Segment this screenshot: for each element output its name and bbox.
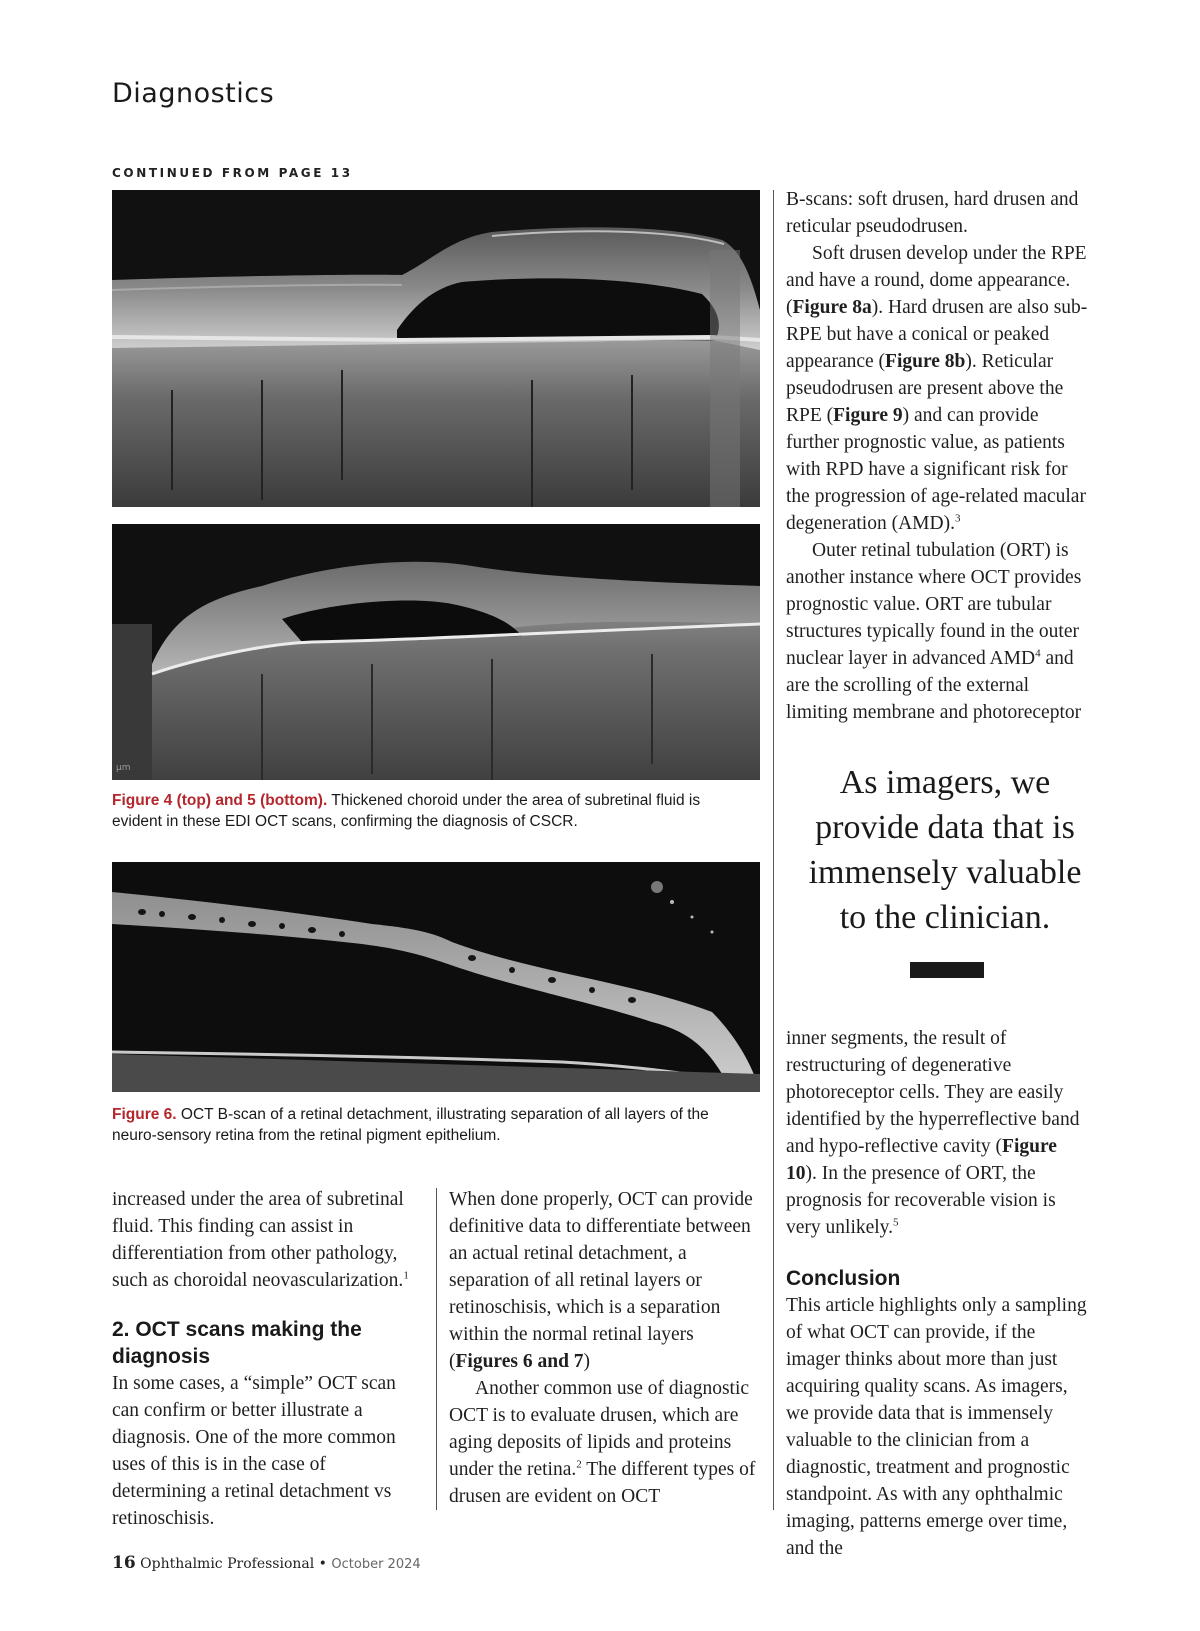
pull-quote-bar — [910, 962, 984, 978]
body-text: When done properly, OCT can provide definitive data to differentiate between an actual retinal detachment, a separation of all retinal layers or retinoschisis, which is a separation within the normal retinal layers ( — [449, 1189, 753, 1372]
section-heading: 2. OCT scans making the diagnosis — [112, 1318, 362, 1368]
body-text: ) — [583, 1351, 591, 1372]
body-column-3-top — [786, 186, 1092, 726]
figure-reference: Figure 9 — [833, 405, 903, 426]
page-number: 16 — [112, 1553, 136, 1573]
body-column-3-bottom — [786, 1025, 1092, 1562]
body-text: ). Hard drusen are also sub-RPE but have a conical or peaked appearance ( — [786, 297, 1088, 372]
body-paragraph — [786, 537, 1092, 726]
reference-marker: 1 — [403, 1269, 409, 1282]
issue-date: October 2024 — [331, 1557, 421, 1572]
body-paragraph — [112, 1186, 417, 1294]
body-text: Another common use of diagnostic OCT is to evaluate drusen, which are aging deposits of lipids and proteins under the retina. — [449, 1378, 750, 1480]
body-text: ). Reticular pseudodrusen are present above the RPE ( — [786, 351, 1064, 426]
section-title: Diagnostics — [112, 78, 275, 109]
body-paragraph — [786, 1025, 1092, 1241]
body-text: inner segments, the result of restructuring of degenerative photoreceptor cells. They are easily identified by the hyperreflective band and hypo-reflective cavity ( — [786, 1028, 1080, 1157]
reference-marker: 2 — [576, 1458, 582, 1471]
body-paragraph: In some cases, a “simple” OCT scan can confirm or better illustrate a diagnosis. One of the more common uses of this is in the case of determining a retinal detachment vs retinoschisis. — [112, 1373, 396, 1529]
body-column-2 — [449, 1186, 757, 1510]
figure-6-oct-image — [112, 862, 760, 1092]
caption-label: Figure 6. — [112, 1106, 177, 1123]
figure-5-oct-image — [112, 524, 760, 780]
body-paragraph: B-scans: soft drusen, hard drusen and reticular pseudodrusen. — [786, 189, 1079, 237]
figure-scale-label: µm — [116, 763, 131, 773]
caption-text: OCT B-scan of a retinal detachment, illustrating separation of all layers of the neuro-sensory retina from the retinal pigment epithelium. — [112, 1106, 709, 1144]
caption-text: Thickened choroid under the area of subretinal fluid is evident in these EDI OCT scans, confirming the diagnosis of CSCR. — [112, 792, 701, 830]
figure-4-oct-image — [112, 190, 760, 507]
figure-reference: Figure 10 — [786, 1136, 1057, 1184]
pull-quote: As imagers, we provide data that is immensely valuable to the clinician. — [808, 764, 1082, 936]
body-paragraph — [786, 240, 1092, 537]
body-column-1 — [112, 1186, 417, 1532]
reference-marker: 3 — [954, 512, 961, 525]
publication-name: Ophthalmic Professional — [140, 1556, 315, 1572]
body-text: Outer retinal tubulation (ORT) is another instance where OCT provides prognostic value. ORT are tubular structures typically found in the outer nuclear layer in advanced AMD — [786, 540, 1082, 669]
body-text: ). In the presence of ORT, the prognosis for recoverable vision is very unlikely. — [786, 1163, 1056, 1238]
column-divider — [773, 190, 774, 1510]
body-paragraph — [449, 1375, 757, 1510]
figure-4-5-caption — [112, 790, 737, 832]
conclusion-heading: Conclusion — [786, 1267, 901, 1290]
body-text: ) and can provide further prognostic value, as patients with RPD have a significant risk for the progression of age-related macular degeneration (AMD). — [786, 405, 1086, 534]
footer-separator: • — [318, 1556, 327, 1572]
caption-label: Figure 4 (top) and 5 (bottom). — [112, 792, 328, 809]
figure-reference: Figure 8a — [792, 297, 872, 318]
page-footer — [112, 1553, 421, 1573]
body-paragraph — [449, 1186, 757, 1375]
body-text: Soft drusen develop under the RPE and have a round, dome appearance. ( — [786, 243, 1087, 318]
body-paragraph: This article highlights only a sampling of what OCT can provide, if the imager thinks about more than just acquiring quality scans. As imagers, we provide data that is immensely valuable to the clinician from a diagnostic, treatment and prognostic standpoint. As with any ophthalmic imaging, patterns emerge over time, and the — [786, 1295, 1087, 1559]
figure-6-caption — [112, 1104, 737, 1146]
body-text: The different types of drusen are evident on OCT — [449, 1459, 756, 1507]
reference-marker: 5 — [893, 1216, 899, 1229]
continued-from-label: CONTINUED FROM PAGE 13 — [112, 166, 353, 180]
reference-marker: 4 — [1035, 647, 1041, 660]
body-text: and are the scrolling of the external limiting membrane and photoreceptor — [786, 648, 1082, 723]
figure-reference: Figures 6 and 7 — [455, 1351, 584, 1372]
body-text: increased under the area of subretinal fluid. This finding can assist in differentiation from other pathology, such as choroidal neovascularization. — [112, 1189, 404, 1291]
figure-reference: Figure 8b — [885, 351, 966, 372]
column-divider — [436, 1188, 437, 1510]
